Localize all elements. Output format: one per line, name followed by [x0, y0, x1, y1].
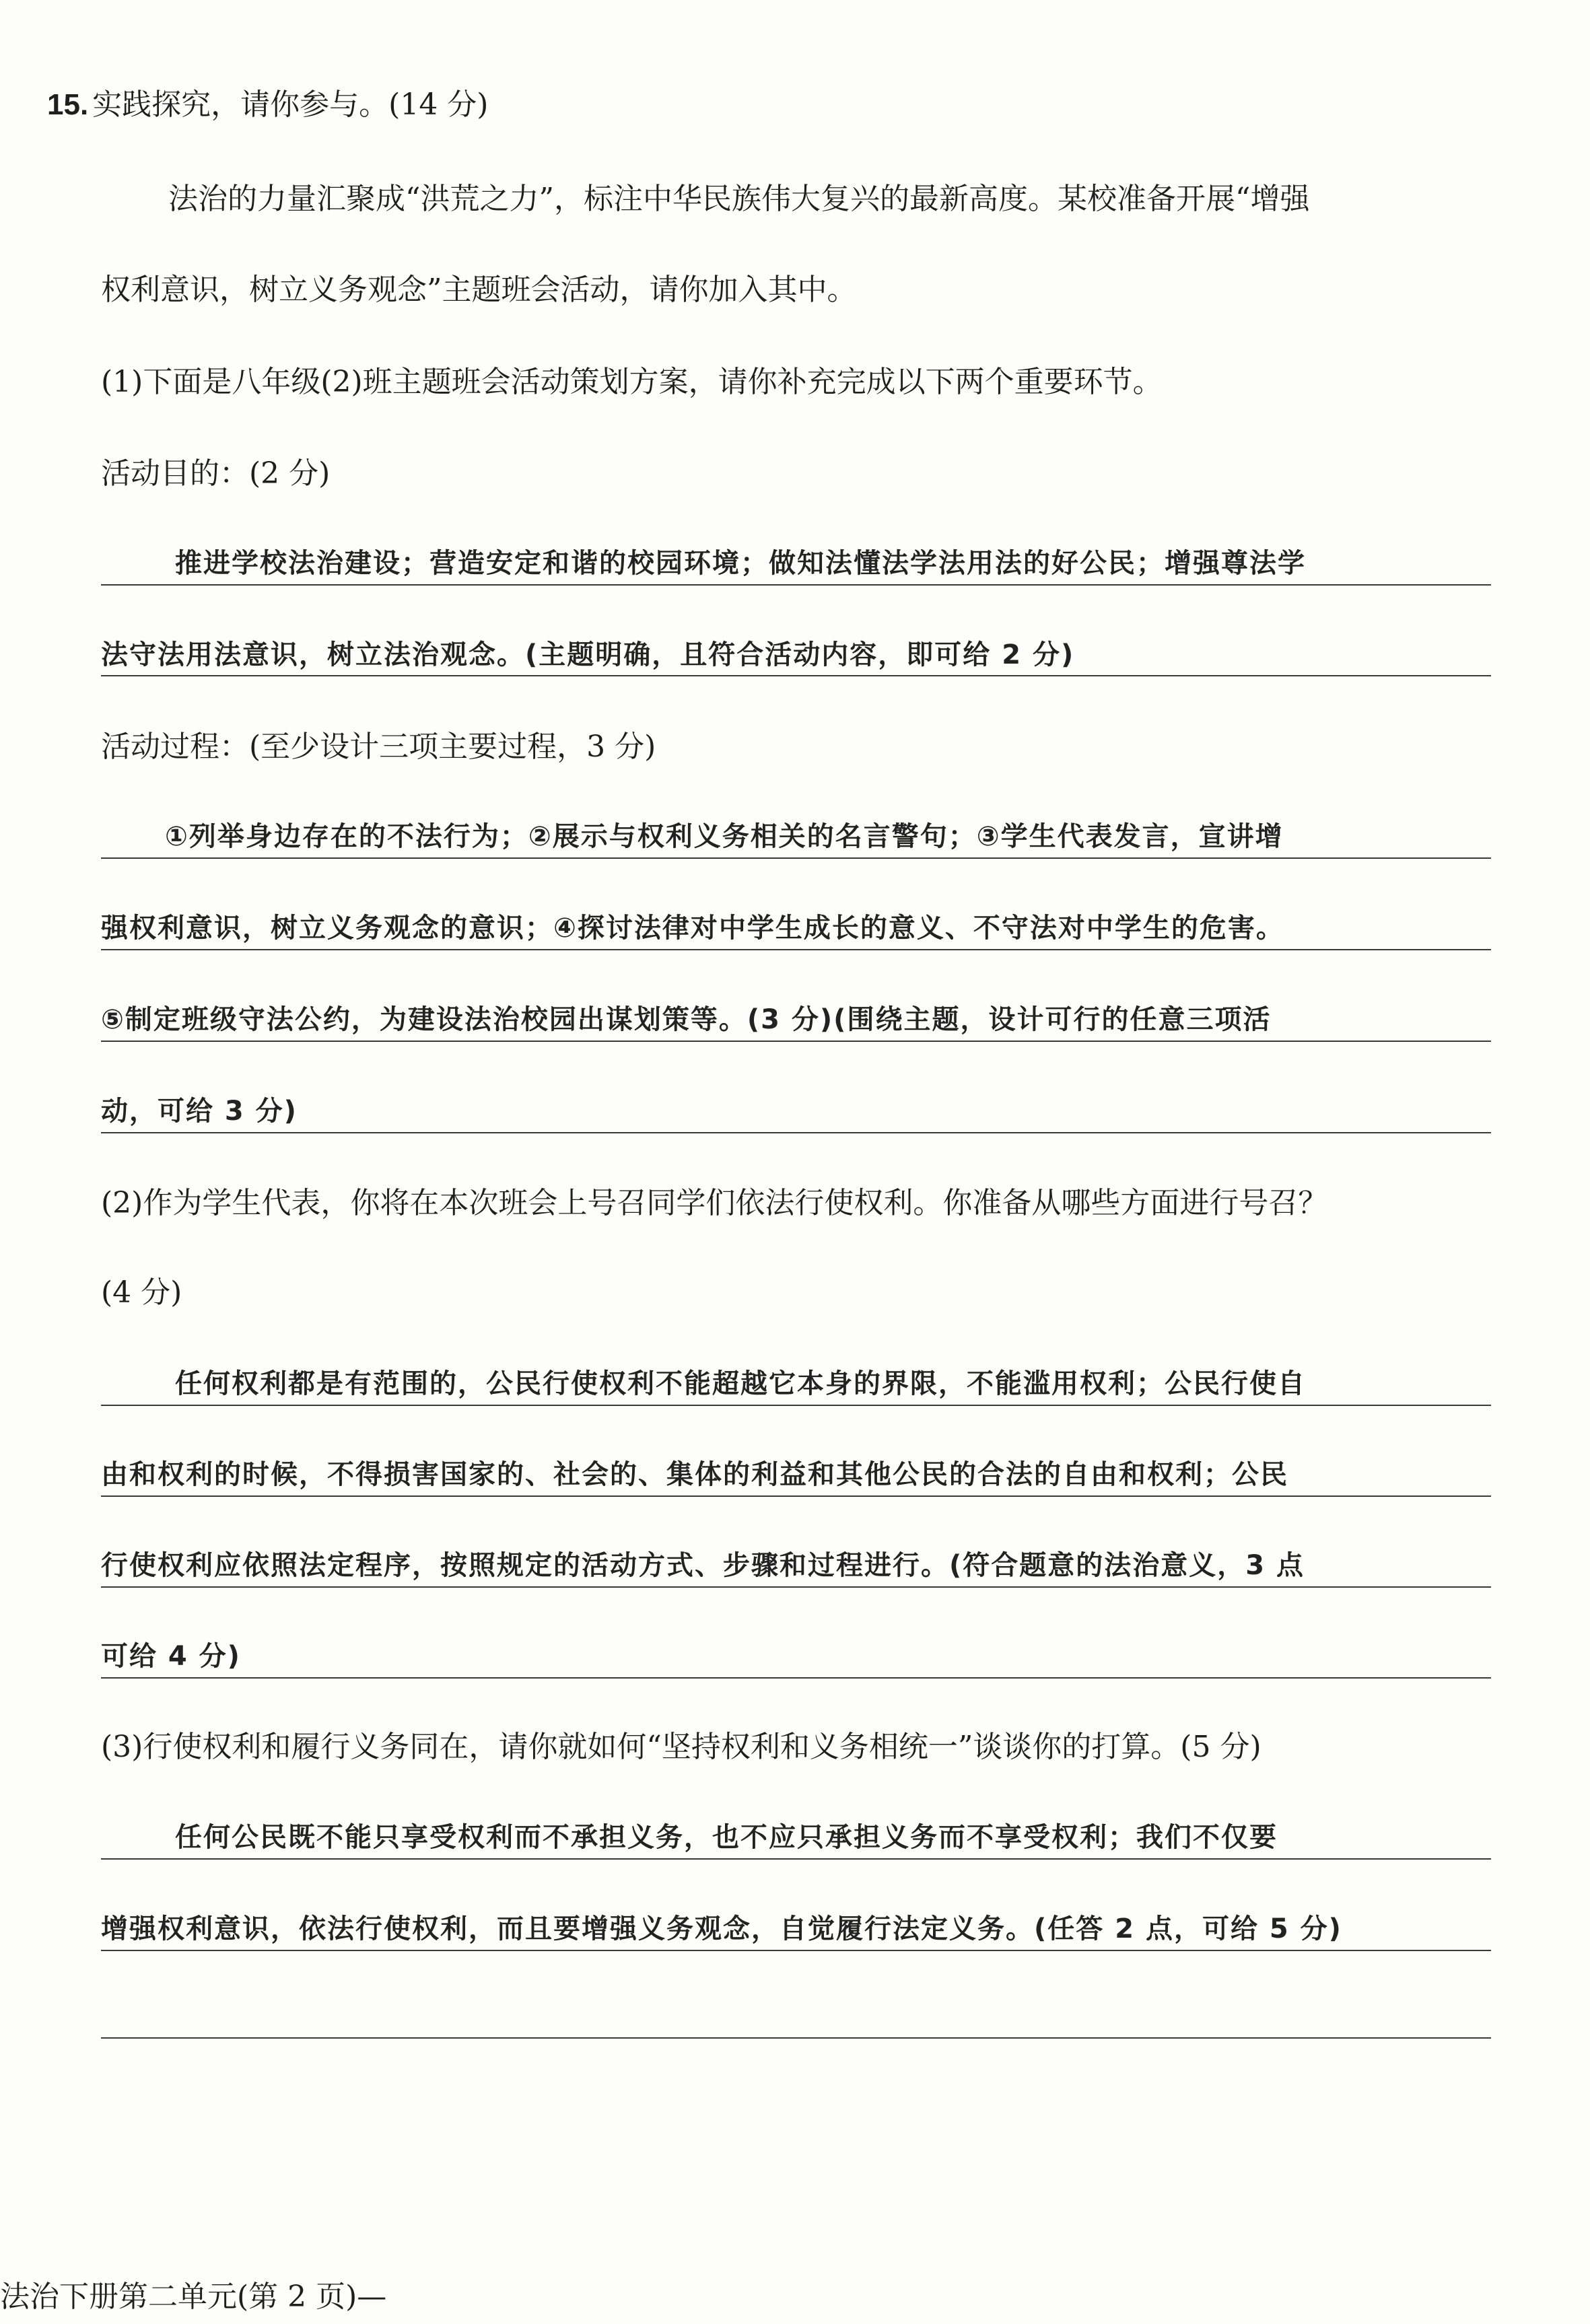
- answer-rule: [101, 1858, 1491, 1860]
- part2-prompt: (2)作为学生代表，你将在本次班会上号召同学们依法行使权利。你准备从哪些方面进行号召？: [101, 1186, 1328, 1220]
- part3-answer-line-1: 任何公民既不能只享受权利而不承担义务，也不应只承担义务而不享受权利；我们不仅要: [175, 1822, 1278, 1853]
- process-answer-line-3: ⑤制定班级守法公约，为建设法治校园出谋划策等。(3 分)(围绕主题，设计可行的任意三项活: [101, 1004, 1272, 1035]
- answer-rule: [101, 1041, 1491, 1042]
- process-answer-line-1: ①列举身边存在的不法行为；②展示与权利义务相关的名言警句；③学生代表发言，宣讲增: [165, 821, 1284, 852]
- page-footer: 法治下册第二单元(第 2 页)—: [0, 2280, 387, 2314]
- answer-rule: [101, 1495, 1491, 1497]
- part2-answer-line-3: 行使权利应依照法定程序，按照规定的活动方式、步骤和过程进行。(符合题意的法治意义，3 点: [101, 1550, 1305, 1581]
- part3-prompt: (3)行使权利和履行义务同在，请你就如何“坚持权利和义务相统一”谈谈你的打算。(5 分): [101, 1730, 1261, 1764]
- question-header: [47, 86, 488, 124]
- part1-prompt: (1)下面是八年级(2)班主题班会活动策划方案，请你补充完成以下两个重要环节。: [101, 365, 1163, 399]
- answer-rule: [101, 584, 1491, 586]
- process-label: 活动过程：(至少设计三项主要过程，3 分): [101, 730, 656, 764]
- intro-line-2: 权利意识，树立义务观念”主题班会活动，请你加入其中。: [101, 273, 857, 307]
- part2-score: (4 分): [101, 1275, 182, 1310]
- answer-rule: [101, 1132, 1491, 1133]
- answer-rule: [101, 675, 1491, 676]
- answer-rule: [101, 1405, 1491, 1406]
- part3-answer-line-2: 增强权利意识，依法行使权利，而且要增强义务观念，自觉履行法定义务。(任答 2 点，可给 5 分): [101, 1913, 1342, 1944]
- question-number: 15.: [47, 88, 89, 121]
- part2-answer-line-1: 任何权利都是有范围的，公民行使权利不能超越它本身的界限，不能滥用权利；公民行使自: [175, 1368, 1306, 1399]
- question-title: 实践探究，请你参与。(14 分): [92, 87, 489, 122]
- answer-rule: [101, 1586, 1491, 1588]
- answer-rule: [101, 949, 1491, 950]
- process-answer-line-4: 动，可给 3 分): [101, 1096, 298, 1127]
- answer-rule: [101, 857, 1491, 859]
- blank-answer-rule: [101, 2037, 1491, 2039]
- part2-answer-line-2: 由和权利的时候，不得损害国家的、社会的、集体的利益和其他公民的合法的自由和权利；公民: [101, 1459, 1288, 1490]
- part2-answer-line-4: 可给 4 分): [101, 1641, 241, 1672]
- answer-rule: [101, 1677, 1491, 1679]
- goal-label: 活动目的：(2 分): [101, 456, 331, 491]
- intro-line-1: 法治的力量汇聚成“洪荒之力”，标注中华民族伟大复兴的最新高度。某校准备开展“增强: [168, 182, 1310, 216]
- goal-answer-line-2: 法守法用法意识，树立法治观念。(主题明确，且符合活动内容，即可给 2 分): [101, 639, 1075, 670]
- process-answer-line-2: 强权利意识，树立义务观念的意识；④探讨法律对中学生成长的意义、不守法对中学生的危害。: [101, 913, 1284, 944]
- answer-rule: [101, 1950, 1491, 1951]
- goal-answer-line-1: 推进学校法治建设；营造安定和谐的校园环境；做知法懂法学法用法的好公民；增强尊法学: [175, 548, 1306, 579]
